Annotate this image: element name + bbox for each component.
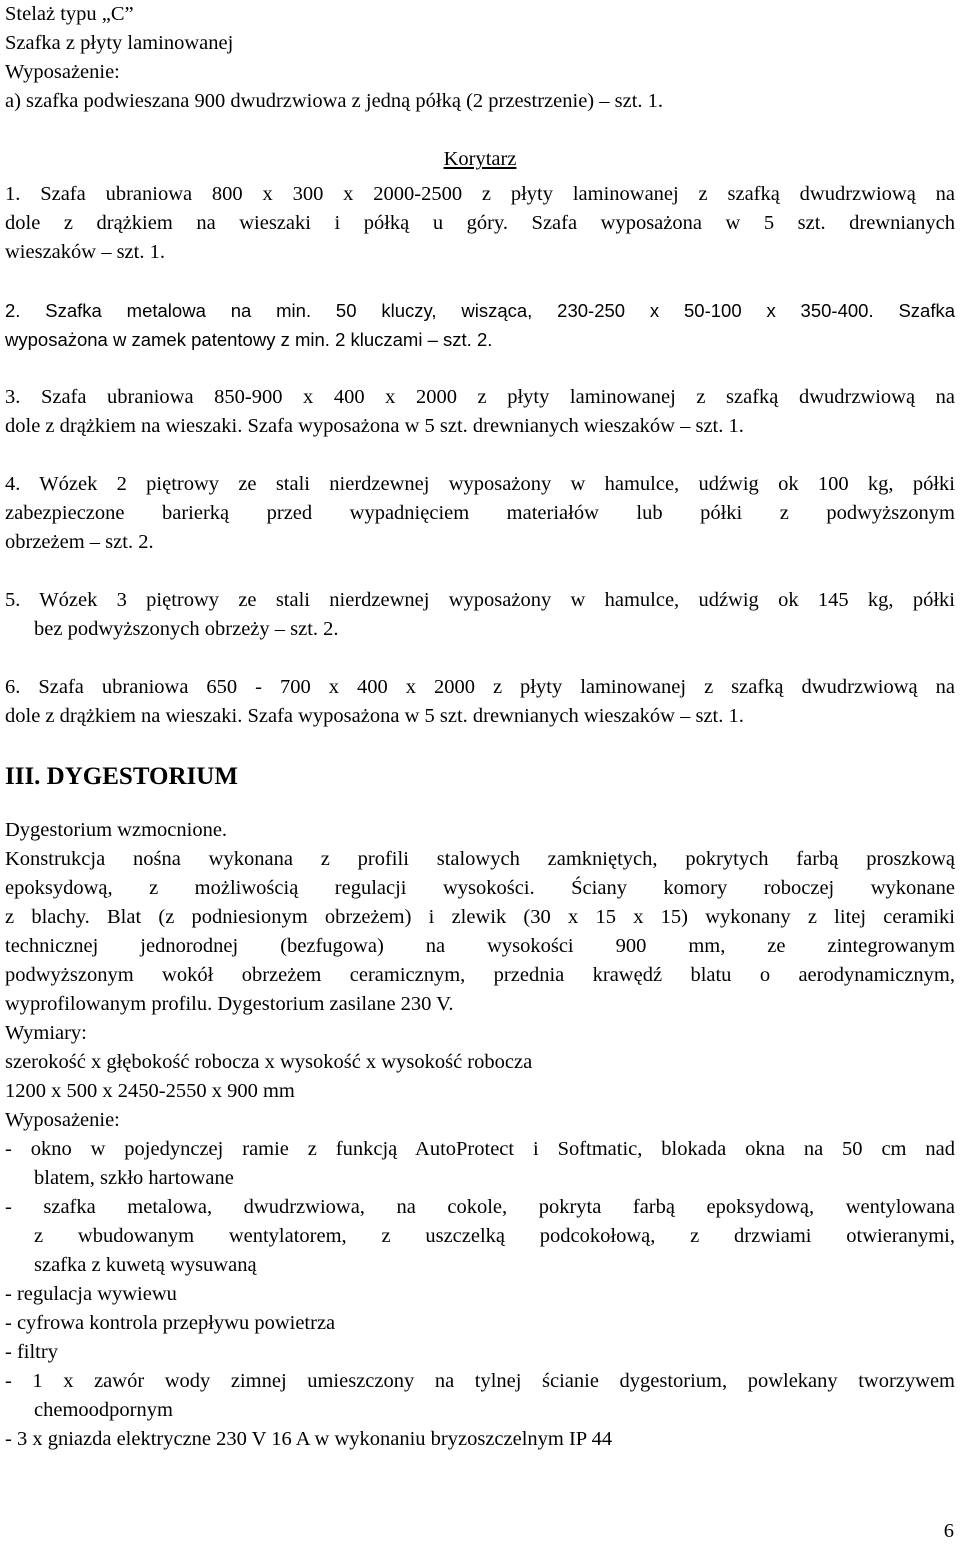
equipment-item-a: a) szafka podwieszana 900 dwudrzwiowa z jedną półką (2 przestrzenie) – szt. 1. xyxy=(5,90,664,112)
list-item xyxy=(5,1135,955,1193)
section-title-corridor: Korytarz xyxy=(443,148,517,170)
dimensions-label: Wymiary: xyxy=(5,1022,87,1044)
item-line: bez podwyższonych obrzeży – szt. 2. xyxy=(34,618,339,640)
corridor-item-5 xyxy=(5,586,955,644)
description-line: Konstrukcja nośna wykonana z profili stalowych zamkniętych, pokrytych farbą proszkową xyxy=(5,848,955,870)
list-item xyxy=(5,1425,955,1454)
list-item xyxy=(5,1309,955,1338)
list-item-line: - 1 x zawór wody zimnej umieszczony na tylnej ścianie dygestorium, powlekany tworzywem xyxy=(5,1370,955,1392)
list-item-line: z wbudowanym wentylatorem, z uszczelką podcokołową, z drzwiami otwieranymi, xyxy=(34,1225,955,1247)
list-item-line: blatem, szkło hartowane xyxy=(34,1167,234,1189)
item-line: 5. Wózek 3 piętrowy ze stali nierdzewnej wyposażony w hamulce, udźwig ok 145 kg, półki xyxy=(5,589,955,611)
item-line: 1. Szafa ubraniowa 800 x 300 x 2000-2500 z płyty laminowanej z szafką dwudrzwiową na xyxy=(5,183,955,205)
description-line: technicznej jednorodnej (bezfugowa) na wysokości 900 mm, ze zintegrowanym xyxy=(5,935,955,957)
list-item xyxy=(5,1193,955,1280)
item-line: dole z drążkiem na wieszaki. Szafa wyposażona w 5 szt. drewnianych wieszaków – szt. 1. xyxy=(5,415,744,437)
list-item-line: - filtry xyxy=(5,1341,58,1363)
item-line: 3. Szafa ubraniowa 850-900 x 400 x 2000 z płyty laminowanej z szafką dwudrzwiową na xyxy=(5,386,955,408)
corridor-item-2 xyxy=(5,296,955,354)
list-item xyxy=(5,1280,955,1309)
list-item xyxy=(5,1367,955,1425)
dimensions-value: 1200 x 500 x 2450-2550 x 900 mm xyxy=(5,1080,295,1102)
cabinet-material-line: Szafka z płyty laminowanej xyxy=(5,32,234,54)
rack-type-line: Stelaż typu „C” xyxy=(5,3,134,25)
list-item xyxy=(5,1338,955,1367)
list-item-line: - szafka metalowa, dwudrzwiowa, na cokole, pokryta farbą epoksydową, wentylowana xyxy=(5,1196,955,1218)
document-page xyxy=(5,0,955,1454)
item-line: 4. Wózek 2 piętrowy ze stali nierdzewnej wyposażony w hamulce, udźwig ok 100 kg, półki xyxy=(5,473,955,495)
list-item-line: - 3 x gniazda elektryczne 230 V 16 A w wykonaniu bryzoszczelnym IP 44 xyxy=(5,1428,613,1450)
description-line: wyprofilowanym profilu. Dygestorium zasilane 230 V. xyxy=(5,993,454,1015)
equipment-label: Wyposażenie: xyxy=(5,1109,120,1131)
equipment-label: Wyposażenie: xyxy=(5,61,120,83)
spacer xyxy=(5,116,955,145)
corridor-item-6 xyxy=(5,673,955,731)
dimensions-description: szerokość x głębokość robocza x wysokość x wysokość robocza xyxy=(5,1051,533,1073)
description-line: podwyższonym wokół obrzeżem ceramicznym, przednia krawędź blatu o aerodynamicznym, xyxy=(5,964,955,986)
item-line: zabezpieczone barierką przed wypadnięciem materiałów lub półki z podwyższonym xyxy=(5,502,955,524)
list-item-line: - cyfrowa kontrola przepływu powietrza xyxy=(5,1312,336,1334)
corridor-item-4 xyxy=(5,470,955,557)
item-line: 6. Szafa ubraniowa 650 - 700 x 400 x 2000 z płyty laminowanej z szafką dwudrzwiową na xyxy=(5,676,955,698)
page-number: 6 xyxy=(943,1520,954,1542)
description-line: z blachy. Blat (z podniesionym obrzeżem) i zlewik (30 x 15 x 15) wykonany z litej ceramiki xyxy=(5,906,955,928)
list-item-line: szafka z kuwetą wysuwaną xyxy=(34,1254,257,1276)
item-line: wyposażona w zamek patentowy z min. 2 kluczami – szt. 2. xyxy=(5,329,493,350)
item-line: wieszaków – szt. 1. xyxy=(5,241,165,263)
list-item-line: - okno w pojedynczej ramie z funkcją AutoProtect i Softmatic, blokada okna na 50 cm nad xyxy=(5,1138,955,1160)
list-item-line: chemoodpornym xyxy=(34,1399,173,1421)
item-line: dole z drążkiem na wieszaki i półką u góry. Szafa wyposażona w 5 szt. drewnianych xyxy=(5,212,955,234)
equipment-list xyxy=(5,1135,955,1454)
item-line: dole z drążkiem na wieszaki. Szafa wyposażona w 5 szt. drewnianych wieszaków – szt. 1. xyxy=(5,705,744,727)
section-heading-dygestorium: III. DYGESTORIUM xyxy=(5,763,238,790)
item-line: obrzeżem – szt. 2. xyxy=(5,531,154,553)
list-item-line: - regulacja wywiewu xyxy=(5,1283,177,1305)
description-line: epoksydową, z możliwością regulacji wysokości. Ściany komory roboczej wykonane xyxy=(5,877,955,899)
dygestorium-subtitle: Dygestorium wzmocnione. xyxy=(5,819,228,841)
item-line: 2. Szafka metalowa na min. 50 kluczy, wisząca, 230-250 x 50-100 x 350-400. Szafka xyxy=(5,300,955,321)
corridor-item-3 xyxy=(5,383,955,441)
corridor-item-1 xyxy=(5,180,955,267)
